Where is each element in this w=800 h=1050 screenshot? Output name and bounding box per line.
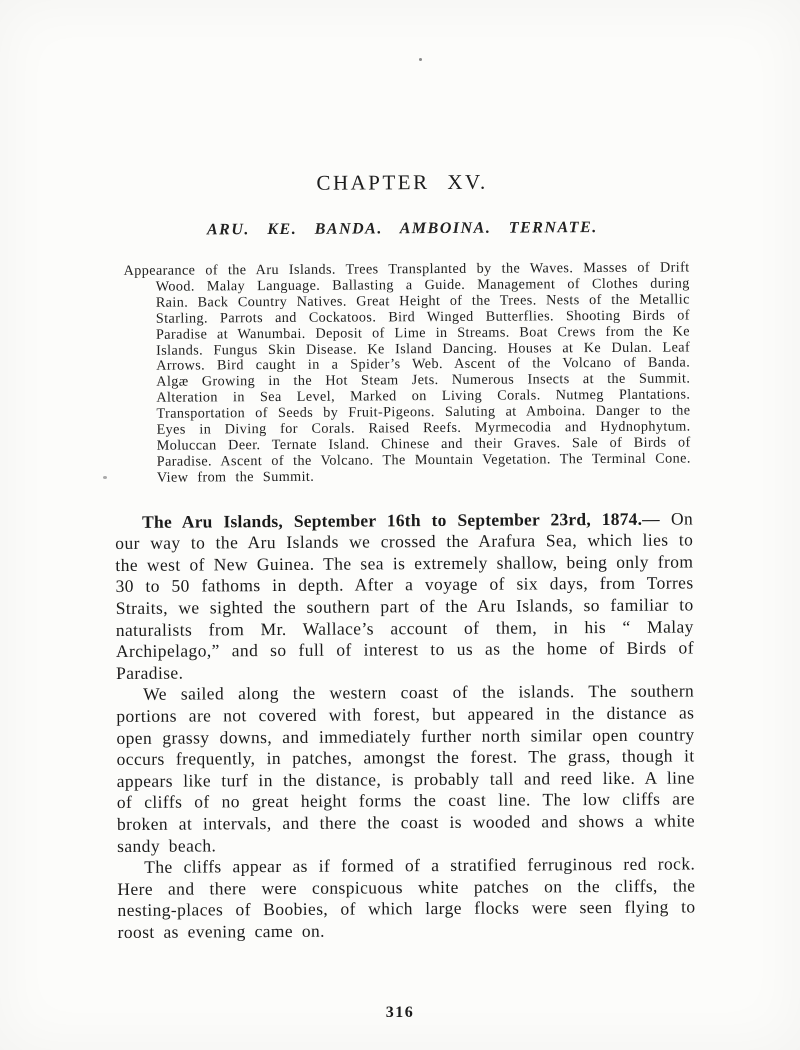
paragraph-cliffs xyxy=(117,854,696,944)
paragraph-text: On our way to the Aru Islands we crossed the Arafura Sea, which lies to the west of New Guinea. The sea is extremely shallow, being only from 30 to 50 fathoms in depth. After a voyage of six days, from Torres Straits, we sighted the southern part of the Aru Islands, so familiar to naturalists from Mr. Wallace’s account of them, in his “ Malay Archipelago,” and so full of interest to us as the home of Birds of Paradise. xyxy=(115,508,694,683)
chapter-subtitle: ARU. KE. BANDA. AMBOINA. TERNATE. xyxy=(206,219,598,239)
scan-artifact-mark xyxy=(103,476,107,479)
chapter-summary: Appearance of the Aru Islands. Trees Transplanted by the Waves. Masses of Drift Wood. Malay Language. Ballasting a Guide. Management of Clothes during Rain. Back Country Natives. Great Height of the Trees. Nests of the Metallic Starling. Parrots and Cockatoos. Bird Winged Butterflies. Shooting Birds of Paradise at Wanumbai. Deposit of Lime in Streams. Boat Crews from the Ke Islands. Fungus Skin Disease. Ke Island Dancing. Houses at Ke Dulan. Leaf Arrows. Bird caught in a Spider’s Web. Ascent of the Volcano of Banda. Algæ Growing in the Hot Steam Jets. Numerous Insects at the Summit. Alteration in Sea Level, Marked on Living Corals. Nutmeg Plantations. Transportation of Seeds by Fruit-Pigeons. Saluting at Amboina. Danger to the Eyes in Diving for Corals. Raised Reefs. Myrmecodia and Hydnophytum. Moluccan Deer. Ternate Island. Chinese and their Graves. Sale of Birds of Paradise. Ascent of the Volcano. The Mountain Vegetation. The Terminal Cone. View from the Summit. xyxy=(123,259,691,486)
paragraph-text: We sailed along the western coast of the islands. The southern portions are not covered with forest, but appeared in the distance as open grassy downs, and immediately further north similar open country occurs frequently, in patches, amongst the forest. The grass, though it appears like turf in the distance, is probably tall and reed like. A line of cliffs of no great height forms the coast line. The low cliffs are broken at intervals, and there the coast is wooded and shows a white sandy beach. xyxy=(116,680,696,856)
scan-artifact-dot xyxy=(419,58,422,61)
chapter-heading: CHAPTER XV. xyxy=(316,169,488,195)
paragraph-western-coast xyxy=(116,681,695,857)
paragraph-text: The cliffs appear as if formed of a stratified ferruginous red rock. Here and there were conspicuous white patches on the cliffs, the nesting-places of Boobies, of which large flocks were seen flying to roost as evening came on. xyxy=(117,853,696,942)
paragraph-aru-islands xyxy=(115,508,694,684)
page-number: 316 xyxy=(385,1004,415,1021)
paragraph-lead: The Aru Islands, September 16th to September 23rd, 1874.— xyxy=(142,508,660,532)
page-content xyxy=(113,168,696,943)
